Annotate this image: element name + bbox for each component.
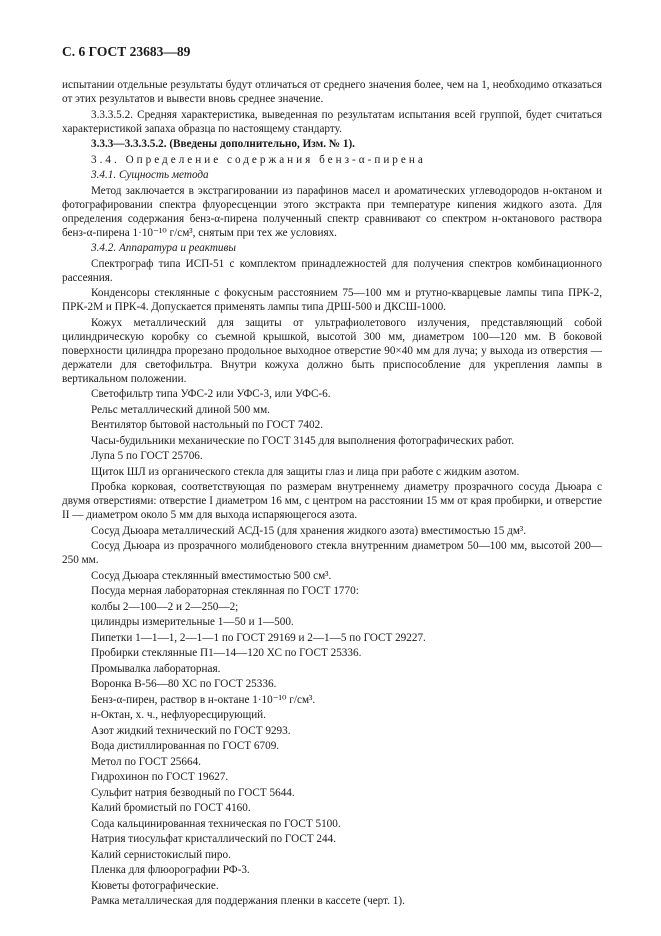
paragraph: испытании отдельные результаты будут отличаться от среднего значения более, чем на 1, необходимо отказаться от этих результатов и вывести вновь среднее значение. xyxy=(62,79,602,105)
list-item: Калий сернистокислый пиро. xyxy=(91,848,231,861)
list-item: Лупа 5 по ГОСТ 25706. xyxy=(91,450,203,462)
list-item: Сосуд Дьюара из прозрачного молибденового стекла внутренним диаметром 50—100 мм, высотой 200—250 мм. xyxy=(62,540,602,566)
list-item: Гидрохинон по ГОСТ 19627. xyxy=(91,771,229,783)
list-item: Пипетки 1—1—1, 2—1—1 по ГОСТ 29169 и 2—1—5 по ГОСТ 29227. xyxy=(91,631,426,644)
list-item: Пленка для флюорографии РФ-3. xyxy=(91,864,250,876)
list-item: Сосуд Дьюара металлический АСД-15 (для хранения жидкого азота) вместимостью 15 дм³. xyxy=(91,524,527,537)
page-header: С. 6 ГОСТ 23683—89 xyxy=(62,44,191,59)
section-heading: 3.4. Определение содержания бенз-α-пирена xyxy=(91,153,426,166)
list-item: Пробка корковая, соответствующая по размерам внутреннему диаметру прозрачного сосуда Дьюара с двумя отверстиями: отверстие I диаметром 16 мм, с центром на расстоянии 15 мм от края пробирки, и отверстие II — диаметром около 5 мм для выхода испаряющегося азота. xyxy=(62,481,602,521)
list-item: Пробирки стеклянные П1—14—120 ХС по ГОСТ 25336. xyxy=(91,647,362,659)
amendment-note: 3.3.3—3.3.3.5.2. (Введены дополнительно, Изм. № 1). xyxy=(91,138,355,150)
list-item: Воронка В-56—80 ХС по ГОСТ 25336. xyxy=(91,678,277,690)
list-item: Часы-будильники механические по ГОСТ 3145 для выполнения фотографических работ. xyxy=(91,434,515,447)
list-item: Посуда мерная лабораторная стеклянная по ГОСТ 1770: xyxy=(91,585,359,597)
list-item: цилиндры измерительные 1—50 и 1—500. xyxy=(91,616,294,628)
list-item: Конденсоры стеклянные с фокусным расстоянием 75—100 мм и ртутно-кварцевые лампы типа ПРК-2, ПРК-2М и ПРК-4. Допускается применять лампы типа ДРШ-500 и ДКСШ-1000. xyxy=(62,287,602,313)
list-item: Калий бромистый по ГОСТ 4160. xyxy=(91,802,251,814)
subsection-heading: 3.4.1. Сущность метода xyxy=(91,169,209,181)
list-item: Кожух металлический для защиты от ультрафиолетового излучения, представляющий собой цилиндрическую коробку со съемной крышкой, высотой 300 мм, диаметром 100—120 мм. В боковой поверхности цилиндра прорезано продольное выходное отверстие 90×40 мм для луча; у выхода из отверстия — держатели для светофильтра. Внутри кожуха должно быть приспособление для укрепления лампы в вертикальном положении. xyxy=(62,316,602,385)
subsection-heading: 3.4.2. Аппаратура и реактивы xyxy=(91,242,236,254)
list-item: Сосуд Дьюара стеклянный вместимостью 500 см³. xyxy=(91,569,332,582)
list-item: Промывалка лабораторная. xyxy=(91,662,221,675)
list-item: Рамка металлическая для поддержания пленки в кассете (черт. 1). xyxy=(91,895,405,907)
list-item: Азот жидкий технический по ГОСТ 9293. xyxy=(91,724,291,737)
list-item: Бенз-α-пирен, раствор в н-октане 1·10⁻¹⁰ г/см³. xyxy=(91,693,316,706)
paragraph: 3.3.3.5.2. Средняя характеристика, выведенная по результатам испытания всей группой, будет считаться характеристикой запаха образца по настоящему стандарту. xyxy=(62,108,602,135)
list-item: Щиток ШЛ из органического стекла для защиты глаз и лица при работе с жидким азотом. xyxy=(91,465,520,478)
list-item: Сода кальцинированная техническая по ГОСТ 5100. xyxy=(91,817,341,830)
list-item: Светофильтр типа УФС-2 или УФС-3, или УФС-6. xyxy=(91,388,331,400)
list-item: Кюветы фотографические. xyxy=(91,879,219,892)
list-item: Вода дистиллированная по ГОСТ 6709. xyxy=(91,740,280,752)
list-item: Сульфит натрия безводный по ГОСТ 5644. xyxy=(91,786,295,799)
list-item: н-Октан, х. ч., нефлуоресцирующий. xyxy=(91,709,266,721)
list-item: Метол по ГОСТ 25664. xyxy=(91,755,201,768)
paragraph: Метод заключается в экстрагировании из парафинов масел и ароматических углеводородов н-октаном и фотографировании спектра флуоресценции этого экстракта при температуре кипения жидкого азота. Для определения содержания бенз-α-пирена полученный спектр сравнивают со спектром н-октанового раствора бенз-α-пирена 1·10⁻¹⁰ г/см³, снятым при тех же условиях. xyxy=(62,184,602,239)
list-item: Вентилятор бытовой настольный по ГОСТ 7402. xyxy=(91,419,323,431)
document-body xyxy=(62,78,602,908)
list-item: колбы 2—100—2 и 2—250—2; xyxy=(91,600,239,613)
list-item: Рельс металлический длиной 500 мм. xyxy=(91,403,270,416)
list-item: Натрия тиосульфат кристаллический по ГОСТ 244. xyxy=(91,833,336,845)
list-item: Спектрограф типа ИСП-51 с комплектом принадлежностей для получения спектров комбинационного рассеяния. xyxy=(62,257,602,284)
